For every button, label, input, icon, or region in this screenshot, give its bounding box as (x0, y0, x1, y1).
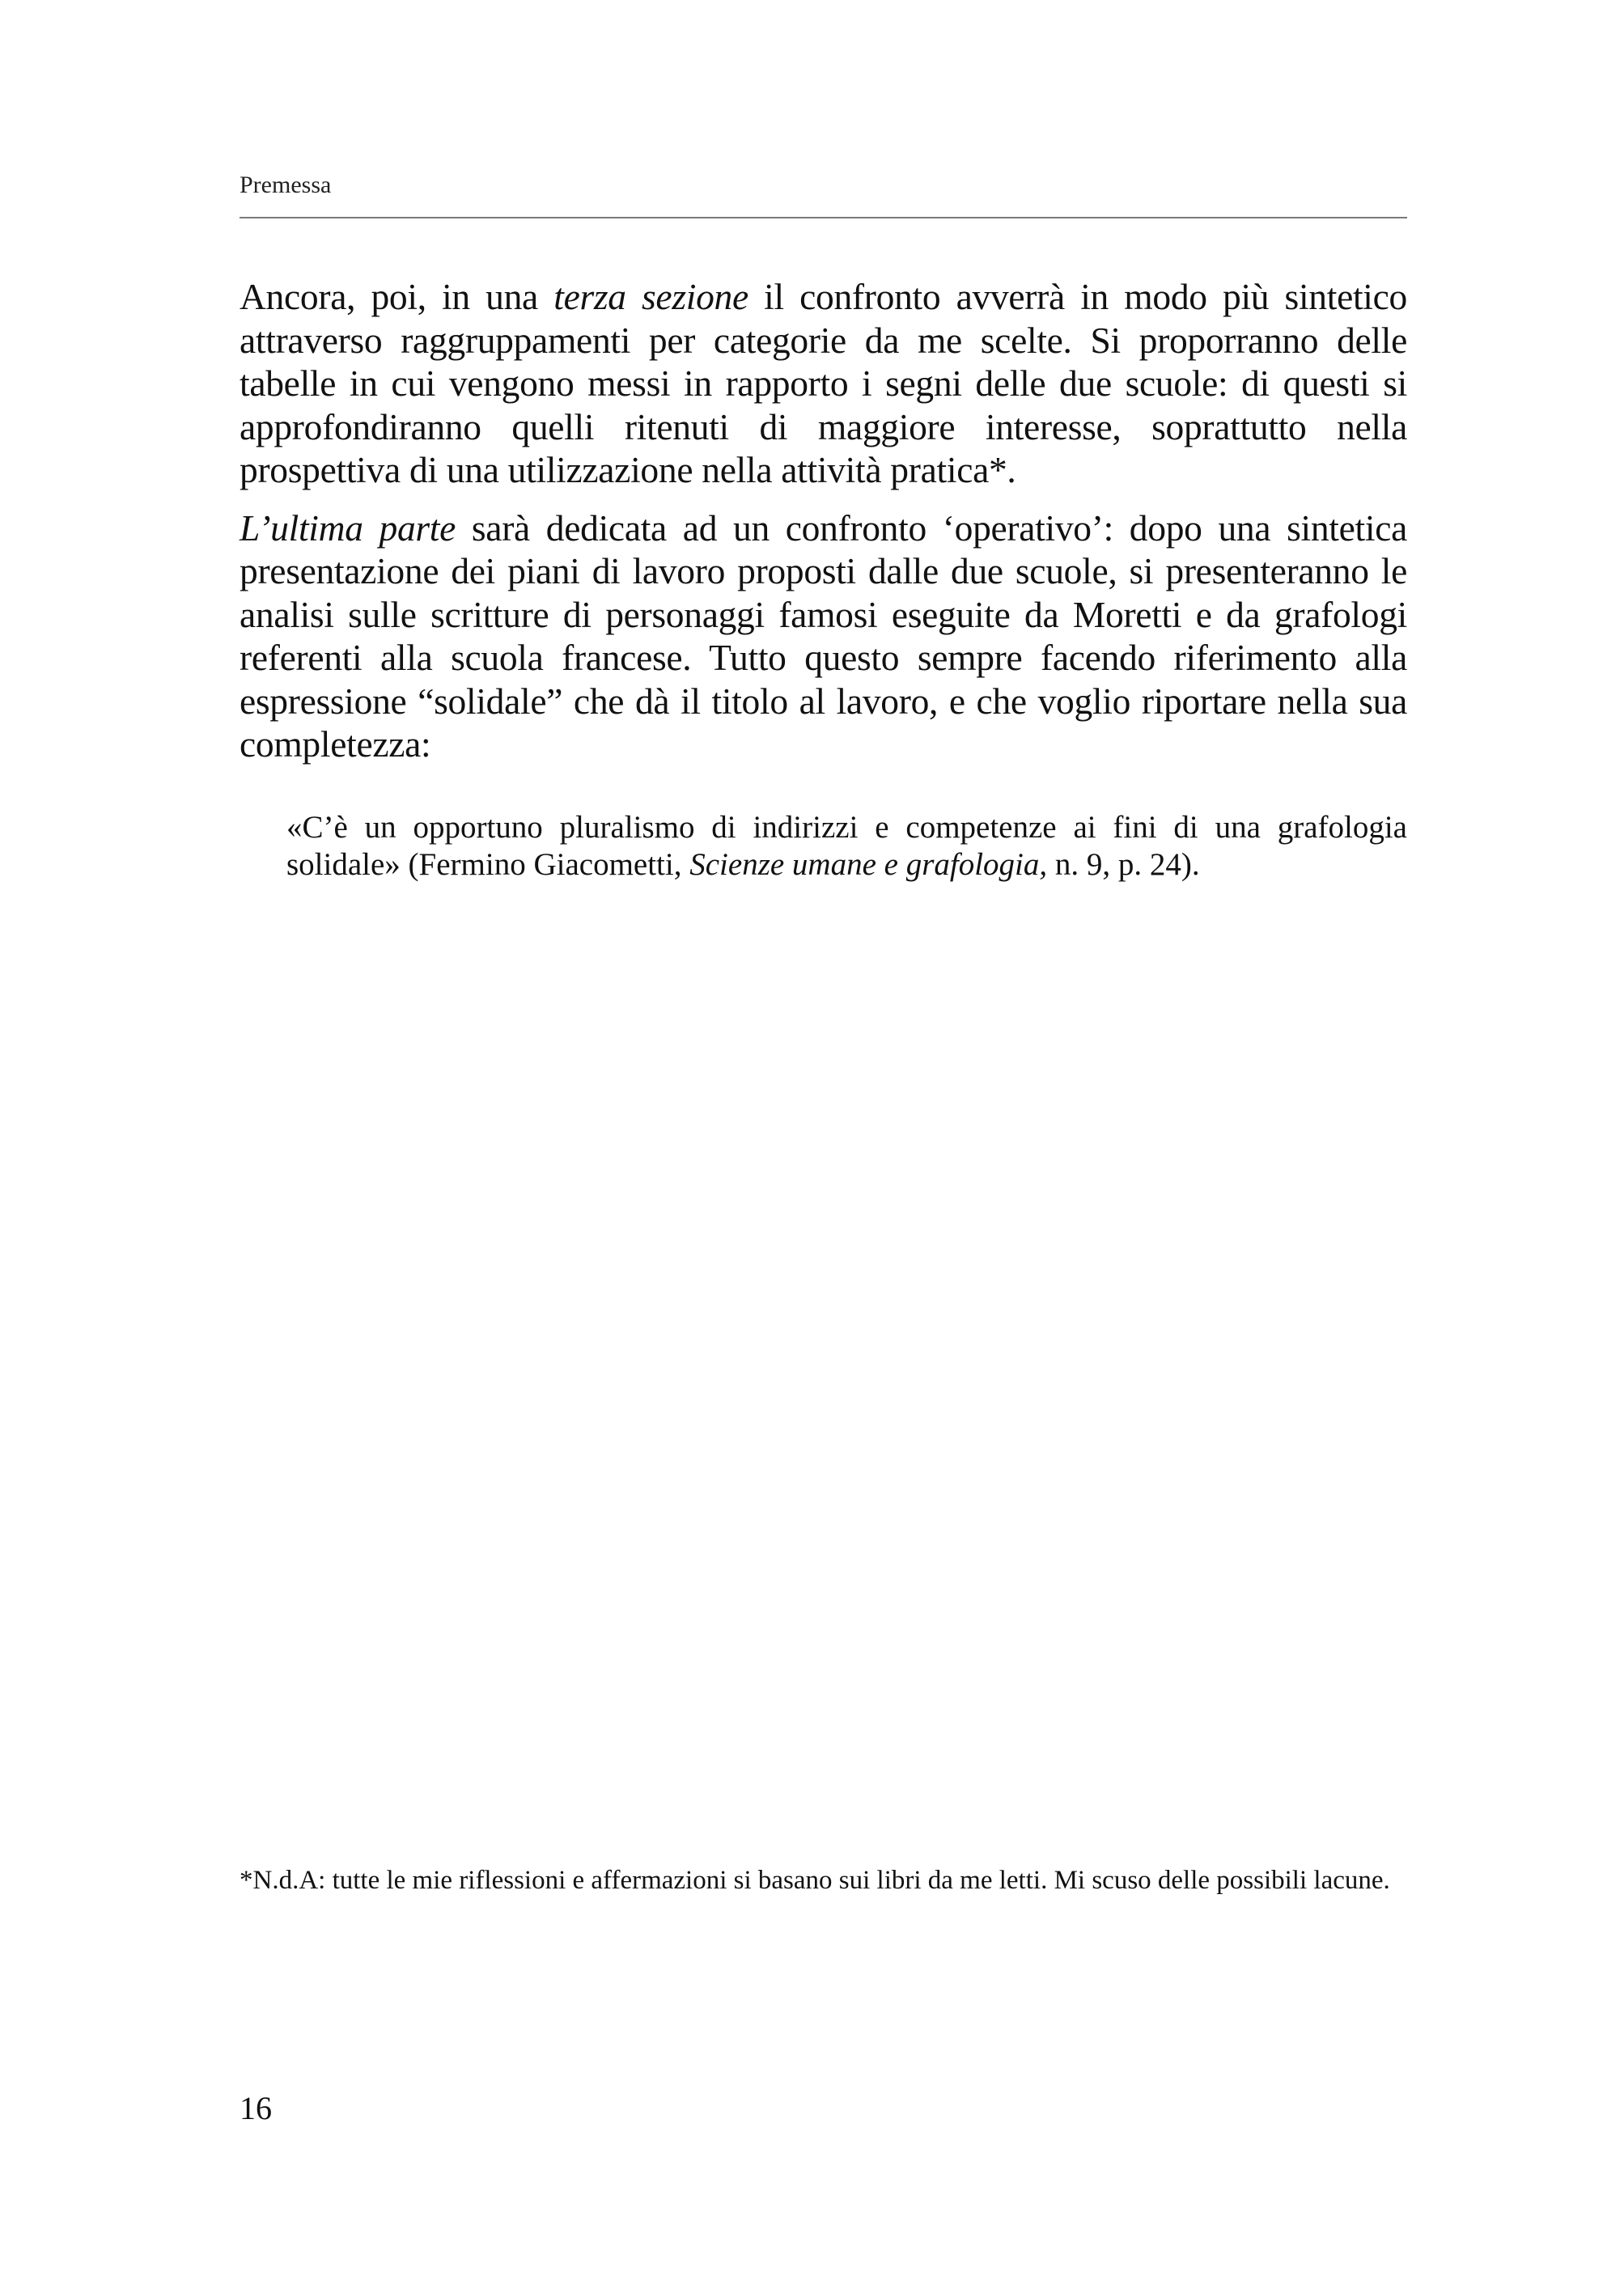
page-number: 16 (240, 2090, 272, 2126)
paragraph-text: sarà dedicata ad un confronto ‘operativo’: dopo una sintetica presentazione dei piani di lavoro proposti dalle due scuole, si presenteranno le analisi sulle scritture di personaggi famosi eseguite da Moretti e da grafologi referenti alla scuola francese. Tutto questo sempre facendo riferimento alla espressione “solidale” che dà il titolo al lavoro, e che voglio riportare nella sua completezza: (240, 506, 1407, 765)
header-rule (240, 217, 1407, 218)
quote-source-title: Scienze umane e grafologia, (689, 847, 1048, 882)
paragraph-text: il confronto avverrà in modo più sintetico attraverso raggruppamenti per categorie da me scelte. Si proporranno delle tabelle in cui vengono messi in rapporto i segni delle due scuole: di questi si approfondiranno quelli ritenuti di maggiore interesse, soprattutto nella prospettiva di una utilizzazione nella attività pratica*. (240, 276, 1407, 490)
footnote: *N.d.A: tutte le mie riflessioni e affermazioni si basano sui libri da me letti. Mi scuso delle possibili lacune. (240, 1866, 1390, 1895)
paragraph-third-section (240, 275, 1407, 492)
block-quote (286, 809, 1407, 884)
body-text (240, 275, 1407, 781)
quote-citation: n. 9, p. 24). (1047, 847, 1200, 882)
paragraph-last-part (240, 506, 1407, 766)
quote-text: «C’è un opportuno pluralismo di indirizzi e competenze ai fini di una grafologia solidale» (Fermino Giacometti, (286, 810, 1407, 882)
italic-term: L’ultima parte (240, 506, 456, 549)
paragraph-text: Ancora, poi, in una (240, 276, 554, 317)
italic-term: terza sezione (553, 276, 748, 317)
running-head-title: Premessa (240, 172, 332, 198)
